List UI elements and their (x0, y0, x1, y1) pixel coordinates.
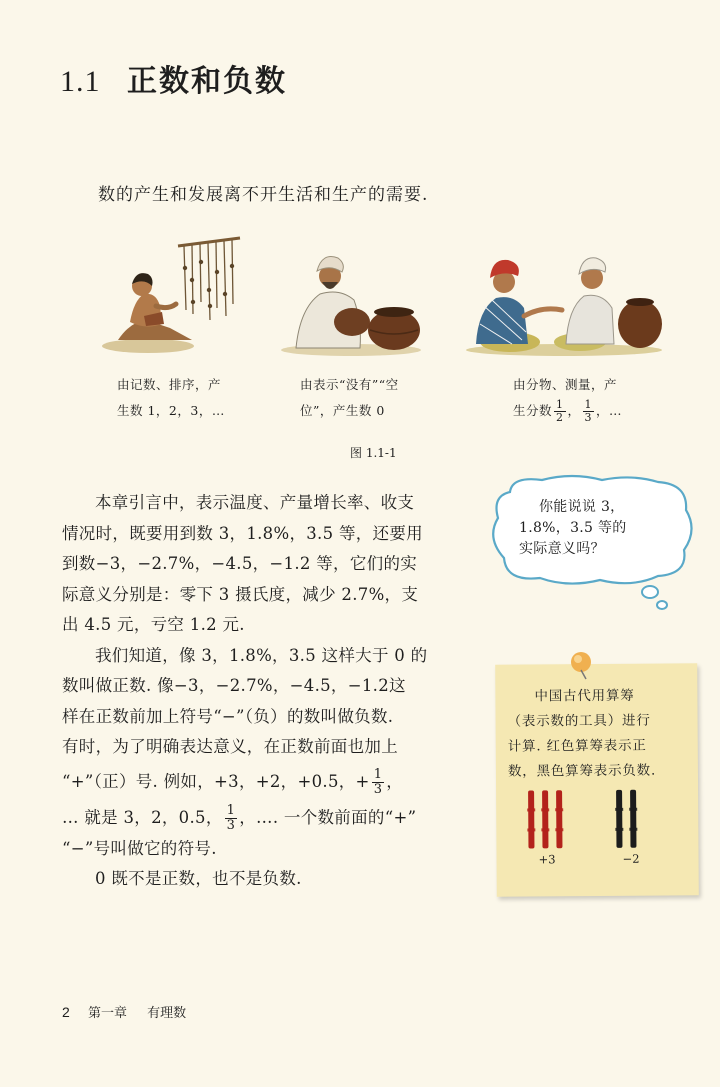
fraction-denominator: 3 (373, 781, 383, 797)
note-line-1-text: 中国古代用算筹 (534, 687, 635, 705)
caption-3-line-1: 由分物、测量，产 (513, 377, 618, 392)
caption-1-line-2: 生数 1，2，3，… (117, 403, 225, 418)
body-line: 出 4.5 元，亏空 1.2 元. (62, 615, 245, 634)
note-line-2: （表示数的工具）进行 (507, 712, 651, 730)
note-card (495, 663, 699, 896)
fraction-denominator: 2 (556, 411, 564, 424)
fraction-denominator: 3 (584, 411, 593, 424)
body-text-span: ，…. 一个数前面的“+” (239, 808, 417, 827)
bubble-line-2: 1.8%，3.5 等的 (519, 520, 627, 536)
caption-1-line-1: 由记数、排序，产 (117, 377, 222, 392)
intro-sentence: 数的产生和发展离不开生活和生产的需要. (98, 185, 429, 205)
fraction-one-half (554, 399, 566, 423)
caption-2-line-1: 由表示“没有”“空 (300, 377, 399, 392)
body-line-with-fraction (62, 767, 472, 798)
empty-pots-illustration (276, 238, 426, 358)
caption-2-line-2: 位”，产生数 0 (300, 403, 385, 418)
body-line: 本章引言中，表示温度、产量增长率、收支 (95, 493, 415, 512)
body-line: 0 既不是正数，也不是负数. (95, 869, 302, 888)
body-text-span: “+”（正）号. 例如，+3，+2，+0.5，+ (62, 771, 370, 791)
bubble-line-3: 实际意义吗？ (519, 541, 605, 557)
rod-label-negative: −2 (622, 851, 640, 866)
page-number: 2 (62, 1004, 70, 1020)
thought-bubble-text (519, 497, 679, 560)
counting-rod-joint (541, 808, 549, 811)
fraction-one-third (372, 768, 385, 796)
section-title (60, 56, 287, 100)
caption-3-ellipsis: ，… (596, 403, 623, 418)
chapter-label: 第一章 (87, 1006, 127, 1021)
fraction-numerator: 1 (373, 766, 383, 782)
note-line-4: 数，黑色算筹表示负数. (507, 762, 657, 780)
section-number: 1.1 (60, 65, 101, 98)
illustration-caption-3 (513, 372, 673, 424)
black-counting-rods (615, 790, 637, 848)
fraction-numerator: 1 (226, 803, 236, 819)
body-line: “−”号叫做它的符号. (62, 838, 217, 858)
counting-rod-joint (615, 808, 623, 811)
counting-rod-joint (527, 828, 535, 831)
chapter-title: 有理数 (147, 1006, 187, 1021)
pushpin-icon (568, 650, 594, 684)
counting-rod (556, 790, 562, 848)
counting-rod-joint (555, 808, 563, 811)
counting-with-knots-illustration (100, 232, 250, 357)
counting-rod (630, 790, 636, 848)
counting-rod-joint (629, 808, 637, 811)
body-line: 我们知道，像 3，1.8%，3.5 这样大于 0 的 (95, 645, 428, 665)
counting-rod-joint (541, 828, 549, 831)
fraction-one-third (583, 399, 595, 423)
red-counting-rods (527, 790, 563, 848)
body-line: 情况时，既要用到数 3，1.8%，3.5 等，还要用 (62, 523, 423, 543)
counting-rod-joint (629, 828, 637, 831)
body-line: 到数−3，−2.7%，−4.5，−1.2 等，它们的实 (62, 554, 418, 573)
illustration-caption-2 (300, 372, 450, 424)
figure-label: 图 1.1-1 (350, 446, 397, 460)
counting-rod-joint (527, 808, 535, 811)
counting-rods (516, 787, 676, 852)
counting-rod (528, 790, 534, 848)
body-line-with-fraction (62, 803, 472, 834)
note-line-1 (507, 683, 687, 709)
fraction-denominator: 3 (226, 818, 236, 833)
caption-3-separator: ， (567, 403, 581, 418)
fraction-one-third (225, 804, 238, 832)
counting-rod-joint (555, 828, 563, 831)
body-line: 数叫做正数. 像−3，−2.7%，−4.5，−1.2这 (62, 676, 406, 695)
section-heading: 正数和负数 (126, 64, 287, 99)
main-body-text (62, 488, 472, 895)
body-text-span: … 就是 3，2，0.5， (62, 808, 223, 827)
body-line: 样在正数前加上符号“−”（负）的数叫做负数. (62, 706, 394, 726)
note-text (507, 683, 688, 784)
caption-3-text: 生分数 (513, 403, 553, 418)
body-line: 有时，为了明确表达意义，在正数前面也加上 (62, 737, 398, 756)
counting-rod (616, 790, 622, 848)
body-text-span: ， (386, 771, 404, 791)
body-line: 际意义分别是：零下 3 摄氏度，减少 2.7%，支 (62, 584, 419, 604)
page-footer (62, 1002, 186, 1021)
measuring-and-sharing-illustration (462, 236, 667, 358)
caption-3-line-2 (513, 398, 673, 424)
bubble-line-1: 你能说说 3， (539, 499, 625, 515)
counting-rod (542, 790, 548, 848)
illustration-caption-1 (117, 372, 267, 424)
counting-rod-joint (615, 828, 623, 831)
rod-label-positive: +3 (538, 852, 556, 867)
note-line-3: 计算. 红色算筹表示正 (507, 737, 647, 755)
fraction-numerator: 1 (556, 398, 564, 412)
fraction-numerator: 1 (584, 398, 593, 412)
